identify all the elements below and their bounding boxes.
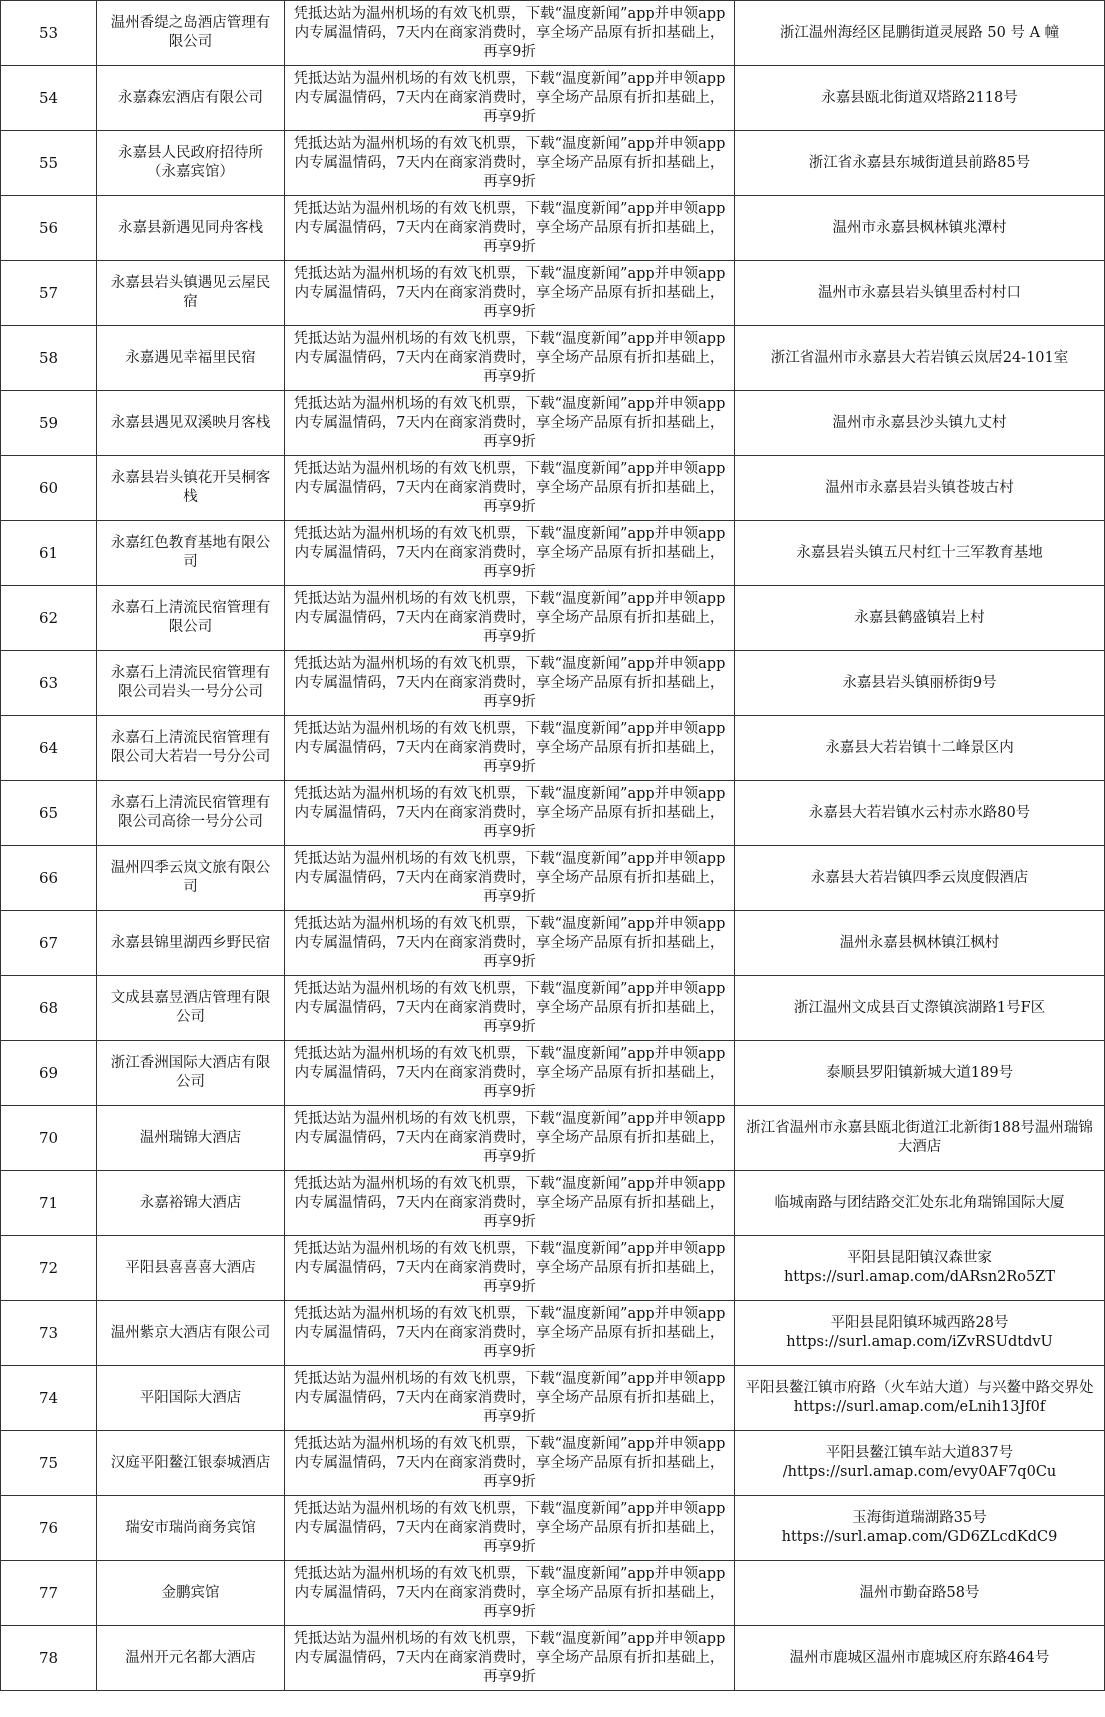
merchant-address [735,1041,1105,1106]
merchant-name: 平阳国际大酒店 [97,1366,285,1431]
address-line: 温州市勤奋路58号 [859,1584,980,1601]
row-number: 59 [1,391,97,456]
merchant-address [735,1236,1105,1301]
map-link[interactable]: https://surl.amap.com/dARsn2Ro5ZT [783,1269,1056,1285]
table-row [1,131,1105,196]
merchant-address [735,456,1105,521]
table-row [1,781,1105,846]
merchant-address [735,1,1105,66]
offer-description: 凭抵达站为温州机场的有效飞机票，下载“温度新闻”app并申领app内专属温情码，7天内在商家消费时，享全场产品原有折扣基础上，再享9折 [285,1041,735,1106]
address-line: 永嘉县大若岩镇水云村赤水路80号 [808,804,1031,821]
map-link[interactable]: https://surl.amap.com/GD6ZLcdKdC9 [781,1529,1058,1545]
row-number: 77 [1,1561,97,1626]
merchant-name: 永嘉县岩头镇花开吴桐客栈 [97,456,285,521]
offer-description: 凭抵达站为温州机场的有效飞机票，下载“温度新闻”app并申领app内专属温情码，7天内在商家消费时，享全场产品原有折扣基础上，再享9折 [285,781,735,846]
offer-description: 凭抵达站为温州机场的有效飞机票，下载“温度新闻”app并申领app内专属温情码，7天内在商家消费时，享全场产品原有折扣基础上，再享9折 [285,1496,735,1561]
address-line: 永嘉县岩头镇五尺村红十三军教育基地 [796,544,1043,561]
merchant-address [735,781,1105,846]
row-number: 55 [1,131,97,196]
row-number: 61 [1,521,97,586]
address-line: 永嘉县岩头镇丽桥街9号 [842,674,997,691]
merchant-address [735,1431,1105,1496]
table-row [1,1561,1105,1626]
merchant-name: 温州香缇之岛酒店管理有限公司 [97,1,285,66]
merchant-address [735,586,1105,651]
merchant-name: 温州紫京大酒店有限公司 [97,1301,285,1366]
merchant-address [735,196,1105,261]
row-number: 62 [1,586,97,651]
merchant-name: 永嘉森宏酒店有限公司 [97,66,285,131]
row-number: 78 [1,1626,97,1691]
address-line: 临城南路与团结路交汇处东北角瑞锦国际大厦 [774,1194,1065,1211]
offer-description: 凭抵达站为温州机场的有效飞机票，下载“温度新闻”app并申领app内专属温情码，7天内在商家消费时，享全场产品原有折扣基础上，再享9折 [285,261,735,326]
address-line: 永嘉县鹤盛镇岩上村 [854,609,985,626]
merchant-name: 温州四季云岚文旅有限公司 [97,846,285,911]
merchant-name: 瑞安市瑞尚商务宾馆 [97,1496,285,1561]
row-number: 69 [1,1041,97,1106]
row-number: 53 [1,1,97,66]
address-line: 浙江温州文成县百丈漈镇滨湖路1号F区 [793,999,1046,1016]
row-number: 60 [1,456,97,521]
map-link[interactable]: https://surl.amap.com/eLnih13Jf0f [793,1399,1046,1415]
merchant-address [735,911,1105,976]
merchant-address [735,1366,1105,1431]
merchant-address [735,521,1105,586]
table-row [1,651,1105,716]
merchant-address [735,391,1105,456]
merchant-name: 永嘉石上清流民宿管理有限公司大若岩一号分公司 [97,716,285,781]
table-row [1,586,1105,651]
merchant-address [735,1496,1105,1561]
address-line: 永嘉县大若岩镇四季云岚度假酒店 [810,869,1029,886]
merchant-name: 金鹏宾馆 [97,1561,285,1626]
table-row [1,1236,1105,1301]
offer-description: 凭抵达站为温州机场的有效飞机票，下载“温度新闻”app并申领app内专属温情码，7天内在商家消费时，享全场产品原有折扣基础上，再享9折 [285,1171,735,1236]
table-row [1,326,1105,391]
address-line: 平阳县鳌江镇车站大道837号 [825,1445,1014,1461]
table-row [1,716,1105,781]
table-row [1,1626,1105,1691]
row-number: 66 [1,846,97,911]
table-row [1,196,1105,261]
address-line: 永嘉县大若岩镇十二峰景区内 [825,739,1014,756]
row-number: 76 [1,1496,97,1561]
address-line: 温州市永嘉县沙头镇九丈村 [832,414,1007,431]
merchant-name: 永嘉石上清流民宿管理有限公司 [97,586,285,651]
merchant-address [735,326,1105,391]
merchant-name: 永嘉县遇见双溪映月客栈 [97,391,285,456]
merchant-address [735,1171,1105,1236]
address-line: 浙江省温州市永嘉县瓯北街道江北新街188号温州瑞锦大酒店 [746,1120,1093,1155]
address-line: 永嘉县瓯北街道双塔路2118号 [821,89,1018,106]
offer-description: 凭抵达站为温州机场的有效飞机票，下载“温度新闻”app并申领app内专属温情码，7天内在商家消费时，享全场产品原有折扣基础上，再享9折 [285,586,735,651]
merchant-address [735,1626,1105,1691]
table-row [1,1301,1105,1366]
table-row [1,391,1105,456]
merchant-address [735,846,1105,911]
table-row [1,1106,1105,1171]
table-row [1,1041,1105,1106]
merchant-address [735,651,1105,716]
address-line: 温州市鹿城区温州市鹿城区府东路464号 [789,1649,1050,1666]
merchant-name: 浙江香洲国际大酒店有限公司 [97,1041,285,1106]
row-number: 63 [1,651,97,716]
merchant-name: 永嘉石上清流民宿管理有限公司岩头一号分公司 [97,651,285,716]
offer-description: 凭抵达站为温州机场的有效飞机票，下载“温度新闻”app并申领app内专属温情码，7天内在商家消费时，享全场产品原有折扣基础上，再享9折 [285,66,735,131]
offer-description: 凭抵达站为温州机场的有效飞机票，下载“温度新闻”app并申领app内专属温情码，7天内在商家消费时，享全场产品原有折扣基础上，再享9折 [285,131,735,196]
row-number: 54 [1,66,97,131]
address-line: 温州永嘉县枫林镇江枫村 [839,934,1000,951]
offer-description: 凭抵达站为温州机场的有效飞机票，下载“温度新闻”app并申领app内专属温情码，7天内在商家消费时，享全场产品原有折扣基础上，再享9折 [285,911,735,976]
address-line: 浙江省永嘉县东城街道县前路85号 [808,154,1031,171]
offer-description: 凭抵达站为温州机场的有效飞机票，下载“温度新闻”app并申领app内专属温情码，7天内在商家消费时，享全场产品原有折扣基础上，再享9折 [285,1301,735,1366]
row-number: 68 [1,976,97,1041]
offer-description: 凭抵达站为温州机场的有效飞机票，下载“温度新闻”app并申领app内专属温情码，7天内在商家消费时，享全场产品原有折扣基础上，再享9折 [285,651,735,716]
address-line: 温州市永嘉县枫林镇兆潭村 [832,219,1007,236]
table-row [1,456,1105,521]
table-row [1,911,1105,976]
table-row [1,846,1105,911]
merchant-name: 永嘉裕锦大酒店 [97,1171,285,1236]
merchant-name: 永嘉县锦里湖西乡野民宿 [97,911,285,976]
row-number: 57 [1,261,97,326]
row-number: 67 [1,911,97,976]
merchant-name: 永嘉红色教育基地有限公司 [97,521,285,586]
offer-description: 凭抵达站为温州机场的有效飞机票，下载“温度新闻”app并申领app内专属温情码，7天内在商家消费时，享全场产品原有折扣基础上，再享9折 [285,1431,735,1496]
offer-description: 凭抵达站为温州机场的有效飞机票，下载“温度新闻”app并申领app内专属温情码，7天内在商家消费时，享全场产品原有折扣基础上，再享9折 [285,716,735,781]
offer-description: 凭抵达站为温州机场的有效飞机票，下载“温度新闻”app并申领app内专属温情码，7天内在商家消费时，享全场产品原有折扣基础上，再享9折 [285,326,735,391]
row-number: 72 [1,1236,97,1301]
merchant-address [735,976,1105,1041]
row-number: 64 [1,716,97,781]
offer-description: 凭抵达站为温州机场的有效飞机票，下载“温度新闻”app并申领app内专属温情码，7天内在商家消费时，享全场产品原有折扣基础上，再享9折 [285,196,735,261]
table-row [1,1171,1105,1236]
merchant-name: 温州瑞锦大酒店 [97,1106,285,1171]
offer-description: 凭抵达站为温州机场的有效飞机票，下载“温度新闻”app并申领app内专属温情码，7天内在商家消费时，享全场产品原有折扣基础上，再享9折 [285,1,735,66]
address-line: 浙江省温州市永嘉县大若岩镇云岚居24-101室 [770,349,1069,366]
address-line: 泰顺县罗阳镇新城大道189号 [825,1064,1014,1081]
table-row [1,1,1105,66]
offer-description: 凭抵达站为温州机场的有效飞机票，下载“温度新闻”app并申领app内专属温情码，7天内在商家消费时，享全场产品原有折扣基础上，再享9折 [285,1561,735,1626]
map-link[interactable]: /https://surl.amap.com/evy0AF7q0Cu [782,1464,1057,1480]
address-line: 温州市永嘉县岩头镇里岙村村口 [818,284,1021,301]
row-number: 58 [1,326,97,391]
address-line: 平阳县昆阳镇汉森世家 [847,1250,992,1266]
address-line: 温州市永嘉县岩头镇苍坡古村 [825,479,1014,496]
merchant-address [735,1561,1105,1626]
merchant-address [735,261,1105,326]
merchant-name: 平阳县喜喜喜大酒店 [97,1236,285,1301]
merchant-address [735,716,1105,781]
table-row [1,1366,1105,1431]
table-row [1,976,1105,1041]
offer-description: 凭抵达站为温州机场的有效飞机票，下载“温度新闻”app并申领app内专属温情码，7天内在商家消费时，享全场产品原有折扣基础上，再享9折 [285,521,735,586]
offer-description: 凭抵达站为温州机场的有效飞机票，下载“温度新闻”app并申领app内专属温情码，7天内在商家消费时，享全场产品原有折扣基础上，再享9折 [285,846,735,911]
table-row [1,66,1105,131]
offer-description: 凭抵达站为温州机场的有效飞机票，下载“温度新闻”app并申领app内专属温情码，7天内在商家消费时，享全场产品原有折扣基础上，再享9折 [285,976,735,1041]
merchant-name: 汉庭平阳鳌江银泰城酒店 [97,1431,285,1496]
address-line: 平阳县鳌江镇市府路（火车站大道）与兴鳌中路交界处 [745,1380,1094,1396]
merchant-address [735,1301,1105,1366]
merchant-address [735,1106,1105,1171]
merchant-name: 永嘉遇见幸福里民宿 [97,326,285,391]
merchant-address [735,131,1105,196]
offer-description: 凭抵达站为温州机场的有效飞机票，下载“温度新闻”app并申领app内专属温情码，7天内在商家消费时，享全场产品原有折扣基础上，再享9折 [285,1106,735,1171]
address-line: 平阳县昆阳镇环城西路28号 [830,1315,1009,1331]
merchant-address [735,66,1105,131]
row-number: 56 [1,196,97,261]
address-line: 玉海街道瑞湖路35号 [852,1510,987,1526]
row-number: 71 [1,1171,97,1236]
offer-description: 凭抵达站为温州机场的有效飞机票，下载“温度新闻”app并申领app内专属温情码，7天内在商家消费时，享全场产品原有折扣基础上，再享9折 [285,391,735,456]
map-link[interactable]: https://surl.amap.com/iZvRSUdtdvU [786,1334,1053,1350]
row-number: 73 [1,1301,97,1366]
row-number: 70 [1,1106,97,1171]
offer-description: 凭抵达站为温州机场的有效飞机票，下载“温度新闻”app并申领app内专属温情码，7天内在商家消费时，享全场产品原有折扣基础上，再享9折 [285,1236,735,1301]
merchant-name: 文成县嘉昱酒店管理有限公司 [97,976,285,1041]
offer-description: 凭抵达站为温州机场的有效飞机票，下载“温度新闻”app并申领app内专属温情码，7天内在商家消费时，享全场产品原有折扣基础上，再享9折 [285,1626,735,1691]
merchant-name: 永嘉县人民政府招待所（永嘉宾馆） [97,131,285,196]
table-row [1,521,1105,586]
table-row [1,1496,1105,1561]
offer-description: 凭抵达站为温州机场的有效飞机票，下载“温度新闻”app并申领app内专属温情码，7天内在商家消费时，享全场产品原有折扣基础上，再享9折 [285,1366,735,1431]
merchant-name: 永嘉县新遇见同舟客栈 [97,196,285,261]
merchant-name: 温州开元名都大酒店 [97,1626,285,1691]
row-number: 74 [1,1366,97,1431]
row-number: 65 [1,781,97,846]
offer-description: 凭抵达站为温州机场的有效飞机票，下载“温度新闻”app并申领app内专属温情码，7天内在商家消费时，享全场产品原有折扣基础上，再享9折 [285,456,735,521]
address-line: 浙江温州海经区昆鹏街道灵展路 50 号 A 幢 [779,24,1060,41]
merchant-name: 永嘉石上清流民宿管理有限公司高徐一号分公司 [97,781,285,846]
row-number: 75 [1,1431,97,1496]
merchant-name: 永嘉县岩头镇遇见云屋民宿 [97,261,285,326]
table-row [1,1431,1105,1496]
table-row [1,261,1105,326]
merchant-table-body [1,1,1105,1691]
